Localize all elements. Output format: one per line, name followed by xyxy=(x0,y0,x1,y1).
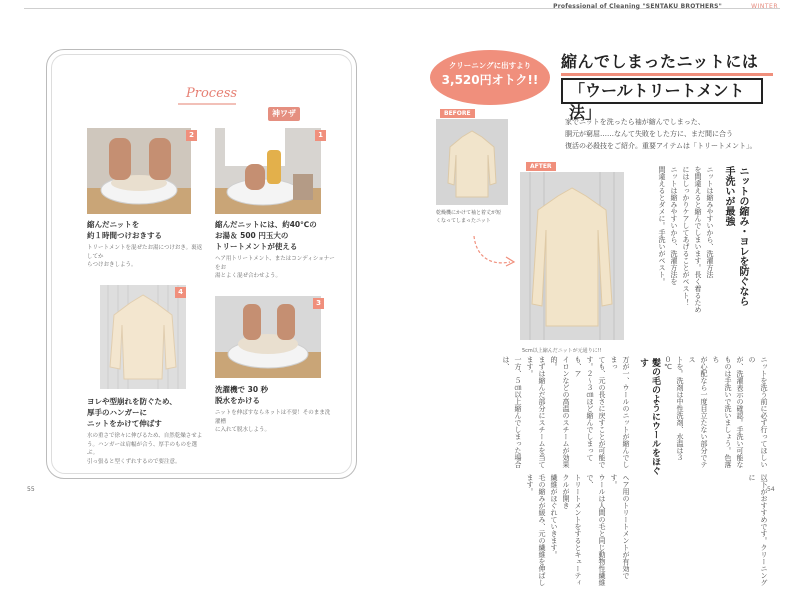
step-4-note-2: う。ハンガーは肩幅が合う、厚手のものを選ぶ。 xyxy=(87,441,198,456)
section-3-line-3: す。２〜３㎝ほど縮んでしまっても、ア xyxy=(574,356,594,461)
section-2-line-4: が心配なら一度目立たない部分でテス xyxy=(688,356,708,468)
step-4-number: 4 xyxy=(175,287,186,298)
intro-line-3: 復活の必殺技をご紹介。重要アイテムは「トリートメント」。 xyxy=(565,142,757,150)
before-label: BEFORE xyxy=(440,109,475,118)
before-after-arrow xyxy=(470,232,520,272)
step-4-note-1: 水の重さで徐々に伸びるため、自然乾燥させよ xyxy=(87,433,203,439)
after-caption: 5cm以上縮んだニットが元通りに!! xyxy=(522,348,602,354)
section-1-line-4: ニットは縮みやすいから、洗濯方法を xyxy=(670,166,678,285)
step-2-caption-1: 縮んだニットを xyxy=(87,220,140,229)
step-3-caption-2: 脱水をかける xyxy=(215,396,260,405)
step-4-note-3: 引っ張ると型くずれするので要注意。 xyxy=(87,458,181,465)
intro-line-1: 家でニットを洗ったら袖が縮んでしまった、 xyxy=(565,118,705,126)
step-2-photo xyxy=(87,128,191,214)
step-1-note-2: 湯とよく混ぜ合わせよう。 xyxy=(215,273,282,279)
section-1-line-1: ニットは縮みやすいから、洗濯方法 xyxy=(706,166,714,278)
intro-line-2: 胴元が窮屈……なんて失敗をした方に、まだ間に合う xyxy=(565,130,733,138)
before-caption-1: 乾燥機にかけて袖と着丈が短 xyxy=(436,210,502,216)
step-1-caption-2: お湯＆ 500 円玉大の xyxy=(215,231,289,240)
step-3-note-2: に入れて脱水しよう。 xyxy=(215,427,271,433)
section-2-line-2: が、洗濯表示の確認。手洗い可能な xyxy=(736,356,744,468)
before-photo xyxy=(436,119,508,205)
section-1-line-2: を間違えると縮んでしまいます。長く着るため xyxy=(694,166,702,313)
step-3-caption-1: 洗濯機で 30 秒 xyxy=(215,385,269,394)
section-3-line-5: まずは縮んだ部分にスチームを当てます。 xyxy=(526,356,546,468)
section-2-line-3: ものは手洗いで洗いましょう。色落ち xyxy=(712,356,732,468)
section-1-body xyxy=(640,166,716,316)
section-3-heading: 髪の毛のようにウールをほぐす xyxy=(638,358,660,475)
step-2-note-1: トリートメントを混ぜたお湯につけおき。裏返してか xyxy=(87,245,203,260)
step-2-number: 2 xyxy=(186,130,197,141)
section-3-line-2: ても、元の長さに戻すことが可能で xyxy=(598,356,606,468)
savings-bubble-line-2: 3,520円オトク!! xyxy=(441,73,539,87)
section-3-line-6: 一方、５㎝以上縮んでしまった場合は、 xyxy=(502,356,522,468)
section-3-line-4: イロンなどの高温のスチームが効果的。 xyxy=(550,356,570,468)
page-number-left: 55 xyxy=(27,486,35,493)
step-3-number: 3 xyxy=(313,298,324,309)
section-3-line-9: トリートメントをするとキューティクルが開き xyxy=(562,474,582,586)
article-title-line-2: 「ウールトリートメント法」 xyxy=(561,78,763,104)
step-2-caption-2: 約１時間つけおきする xyxy=(87,231,162,240)
section-2-line-1: ニットを洗う前に必ず行ってほしいの xyxy=(748,356,768,468)
section-1-heading-1: ニットの縮み・ヨレを防ぐなら xyxy=(737,166,748,306)
savings-bubble-line-1: クリーニングに出すより xyxy=(448,61,532,70)
step-4-caption-2: 厚手のハンガーに xyxy=(87,408,147,417)
step-3-text xyxy=(215,384,335,435)
after-label: AFTER xyxy=(526,162,556,171)
section-2-body xyxy=(660,356,770,586)
section-3-line-7: ヘア用のトリートメントが有効です。 xyxy=(610,474,630,579)
step-1-caption-1: 縮んだニットには、約40℃の xyxy=(215,220,317,229)
step-3-note-1: ニットを伸ばすならネットは不要！そのまま洗濯槽 xyxy=(215,410,331,425)
step-1-caption-3: トリートメントが使える xyxy=(215,242,298,251)
article-title-line-1: 縮んでしまったニットには xyxy=(561,52,759,71)
kamiwaza-badge: 神ワザ xyxy=(268,107,300,121)
section-1-line-3: にはしっかりケアしてあげることがベスト！ xyxy=(682,166,690,306)
magazine-header-title: Professional of Cleaning "SENTAKU BROTHERS" xyxy=(553,3,722,10)
page-number-right: 54 xyxy=(767,486,775,493)
step-1-photo xyxy=(215,128,321,214)
section-3-line-8: ウールは人間の毛と同じ動物性繊維で、 xyxy=(586,474,606,586)
section-3-line-11: 毛の縮みが緩み、元の繊維を伸ばします。 xyxy=(526,474,546,586)
section-1-heading-2: 手洗いが最強 xyxy=(723,166,734,226)
section-2-line-6: 以下がおすすめです。クリーニングに xyxy=(748,474,768,586)
section-2-line-5: トを。洗剤は中性洗剤、水温は３０℃ xyxy=(664,356,684,461)
step-1-text xyxy=(215,219,335,281)
step-2-text xyxy=(87,219,205,270)
step-4-caption-1: ヨレや型崩れを防ぐため、 xyxy=(87,397,177,406)
step-4-text xyxy=(87,396,205,466)
process-title: Process xyxy=(186,86,238,101)
step-2-note-2: らつけおきしよう。 xyxy=(87,262,137,268)
section-3-line-1: 万が一、ウールのニットが縮んでしまっ xyxy=(610,356,630,468)
article-intro xyxy=(565,116,770,152)
step-3-photo xyxy=(215,296,321,378)
step-4-photo xyxy=(100,285,186,389)
season-label: WINTER xyxy=(751,3,778,10)
before-caption xyxy=(436,209,508,225)
section-3-body xyxy=(486,356,632,586)
title-underline xyxy=(561,73,773,76)
after-photo xyxy=(520,172,624,340)
section-3-line-10: 繊維がほぐれていきます。 xyxy=(550,474,558,558)
step-1-note-1: ヘア用トリートメント、またはコンディショナーをお xyxy=(215,256,335,271)
section-1-line-5: 間違えるとダメに。手洗いがベスト。 xyxy=(658,166,666,285)
process-underline xyxy=(178,103,236,105)
step-1-number: 1 xyxy=(315,130,326,141)
before-caption-2: くなってしまったニット xyxy=(436,218,491,224)
step-4-caption-3: ニットをかけて伸ばす xyxy=(87,419,162,428)
